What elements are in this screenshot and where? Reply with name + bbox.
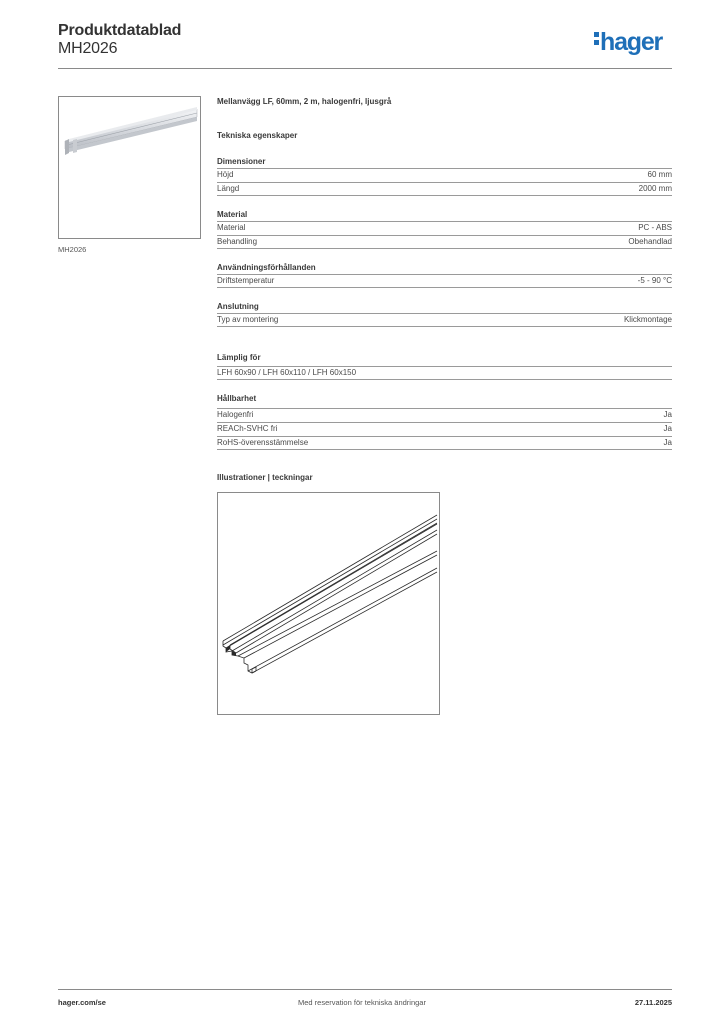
spec-value: Ja <box>663 424 672 433</box>
spec-key: Material <box>217 223 246 232</box>
spec-key: REACh-SVHC fri <box>217 424 278 433</box>
spec-row-suitable <box>217 366 672 380</box>
header-divider <box>58 68 672 69</box>
page-title: Produktdatablad <box>58 22 182 39</box>
spec-value: 60 mm <box>647 170 672 179</box>
spec-row-treatment <box>217 235 672 249</box>
footer-divider <box>58 989 672 990</box>
spec-value: -5 - 90 °C <box>637 276 672 285</box>
thumbnail-caption: MH2026 <box>58 245 87 254</box>
product-title: Mellanvägg LF, 60mm, 2 m, halogenfri, ljusgrå <box>217 97 392 106</box>
spec-row-rohs <box>217 436 672 450</box>
spec-value: Ja <box>663 438 672 447</box>
spec-value: 2000 mm <box>638 184 672 193</box>
spec-row-halogen-free <box>217 408 672 422</box>
spec-key: RoHS-överensstämmelse <box>217 438 309 447</box>
spec-key: Längd <box>217 184 240 193</box>
technical-heading: Tekniska egenskaper <box>217 131 298 140</box>
sustainability-heading: Hållbarhet <box>217 394 257 403</box>
footer-date: 27.11.2025 <box>634 998 672 1007</box>
conditions-heading: Användningsförhållanden <box>217 263 316 272</box>
dimensions-heading: Dimensioner <box>217 157 266 166</box>
spec-key: LFH 60x90 / LFH 60x110 / LFH 60x150 <box>217 368 357 377</box>
spec-value: Ja <box>663 410 672 419</box>
product-thumbnail <box>58 96 201 239</box>
partition-rail-image <box>59 97 200 238</box>
spec-row-reach <box>217 422 672 436</box>
spec-row-mounting <box>217 313 672 327</box>
logo-dots-icon <box>594 29 600 48</box>
spec-value: PC - ABS <box>638 223 672 232</box>
spec-row-length <box>217 182 672 196</box>
spec-row-height <box>217 168 672 182</box>
spec-key: Typ av montering <box>217 315 279 324</box>
spec-row-material <box>217 221 672 235</box>
material-heading: Material <box>217 210 248 219</box>
spec-value: Obehandlad <box>628 237 672 246</box>
logo-text: hager <box>600 28 663 56</box>
product-code: MH2026 <box>58 40 118 57</box>
spec-key: Driftstemperatur <box>217 276 275 285</box>
connection-heading: Anslutning <box>217 302 259 311</box>
spec-key: Höjd <box>217 170 234 179</box>
footer-website-link[interactable]: hager.com/se <box>58 998 106 1007</box>
spec-value: Klickmontage <box>623 315 672 324</box>
partition-drawing-image <box>218 493 439 714</box>
illustrations-heading: Illustrationer | teckningar <box>217 473 313 482</box>
technical-drawing <box>217 492 440 715</box>
spec-key: Behandling <box>217 237 258 246</box>
suitable-heading: Lämplig för <box>217 353 261 362</box>
spec-row-operating-temp <box>217 274 672 288</box>
hager-logo[interactable] <box>594 28 662 56</box>
spec-key: Halogenfri <box>217 410 254 419</box>
footer-disclaimer: Med reservation för tekniska ändringar <box>298 998 426 1007</box>
